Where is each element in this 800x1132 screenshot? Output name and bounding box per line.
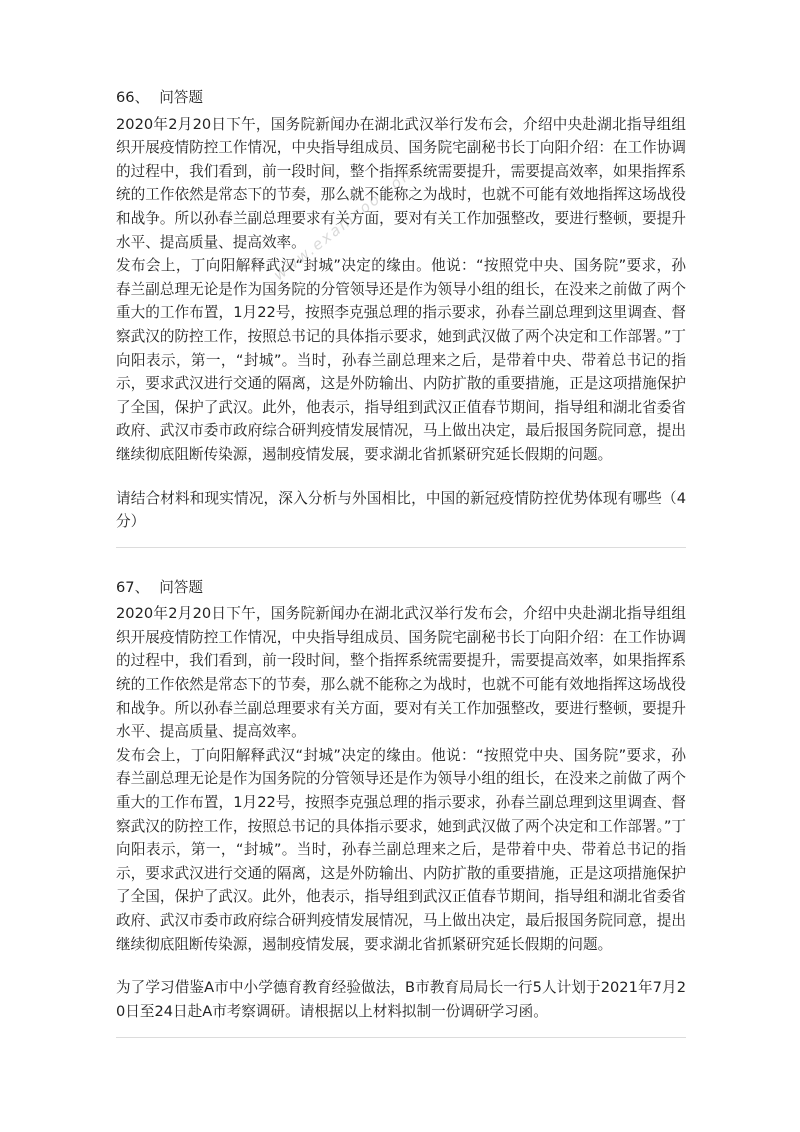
material-paragraph: 发布会上，丁向阳解释武汉“封城”决定的缘由。他说：“按照党中央、国务院”要求，孙春兰副总理无论是作为国务院的分管领导还是作为领导小组的组长，在没来之前做了两个重大的工作布置，1月22号，按照李克强总理的指示要求，孙春兰副总理到这里调查、督察武汉的防控工作，按照总书记的具体指示要求，她到武汉做了两个决定和工作部署。”丁向阳表示，第一，“封城”。当时，孙春兰副总理来之后，是带着中央、带着总书记的指示，要求武汉进行交通的隔离，这是外防输出、内防扩散的重要措施，正是这项措施保护了全国，保护了武汉。此外，他表示，指导组到武汉正值春节期间，指导组和湖北省委省政府、武汉市委市政府综合研判疫情发展情况，马上做出决定，最后报国务院同意，提出继续彻底阻断传染源，遏制疫情发展，要求湖北省抓紧研究延长假期的问题。: [116, 746, 686, 953]
question-separator: 、: [134, 578, 150, 596]
question-number: 66: [116, 89, 135, 106]
question-66: [116, 86, 686, 548]
material-paragraph: 2020年2月20日下午，国务院新闻办在湖北武汉举行发布会，介绍中央赴湖北指导组组织开展疫情防控工作情况，中央指导组成员、国务院宅副秘书长丁向阳介绍：在工作协调的过程中，我们看到，前一段时间，整个指挥系统需要提升，需要提高效率，如果指挥系统的工作依然是常态下的节奏，那么就不能称之为战时，也就不可能有效地指挥这场战役和战争。所以孙春兰副总理要求有关方面，要对有关工作加强整改，要进行整顿，要提升水平、提高质量、提高效率。: [116, 605, 686, 741]
question-number: 67: [116, 578, 135, 596]
material-paragraph: 发布会上，丁向阳解释武汉“封城”决定的缘由。他说：“按照党中央、国务院”要求，孙春兰副总理无论是作为国务院的分管领导还是作为领导小组的组长，在没来之前做了两个重大的工作布置，1月22号，按照李克强总理的指示要求，孙春兰副总理到这里调查、督察武汉的防控工作，按照总书记的具体指示要求，她到武汉做了两个决定和工作部署。”丁向阳表示，第一，“封城”。当时，孙春兰副总理来之后，是带着中央、带着总书记的指示，要求武汉进行交通的隔离，这是外防输出、内防扩散的重要措施，正是这项措施保护了全国，保护了武汉。此外，他表示，指导组到武汉正值春节期间，指导组和湖北省委省政府、武汉市委市政府综合研判疫情发展情况，马上做出决定，最后报国务院同意，提出继续彻底阻断传染源，遏制疫情发展，要求湖北省抓紧研究延长假期的问题。: [116, 257, 686, 463]
question-67: [116, 576, 686, 1039]
document-page: [116, 86, 686, 1066]
question-header: [116, 576, 686, 600]
question-divider: [116, 547, 686, 548]
material-paragraph: 2020年2月20日下午，国务院新闻办在湖北武汉举行发布会，介绍中央赴湖北指导组组织开展疫情防控工作情况，中央指导组成员、国务院宅副秘书长丁向阳介绍：在工作协调的过程中，我们看到，前一段时间，整个指挥系统需要提升，需要提高效率，如果指挥系统的工作依然是常态下的节奏，那么就不能称之为战时，也就不可能有效地指挥这场战役和战争。所以孙春兰副总理要求有关方面，要对有关工作加强整改，要进行整顿，要提升水平、提高质量、提高效率。: [116, 115, 686, 251]
question-type: 问答题: [159, 89, 203, 106]
question-separator: 、: [134, 89, 150, 106]
question-prompt: 为了学习借鉴A市中小学德育教育经验做法，B市教育局局长一行5人计划于2021年7月20日至24日赴A市考察调研。请根据以上材料拟制一份调研学习函。: [116, 979, 686, 1020]
watermark: www.examcoo.com: [270, 161, 420, 285]
question-type: 问答题: [159, 578, 203, 596]
question-divider: [116, 1037, 686, 1038]
question-header: [116, 86, 686, 110]
question-prompt: 请结合材料和现实情况，深入分析与外国相比，中国的新冠疫情防控优势体现有哪些（4分）: [116, 489, 686, 531]
